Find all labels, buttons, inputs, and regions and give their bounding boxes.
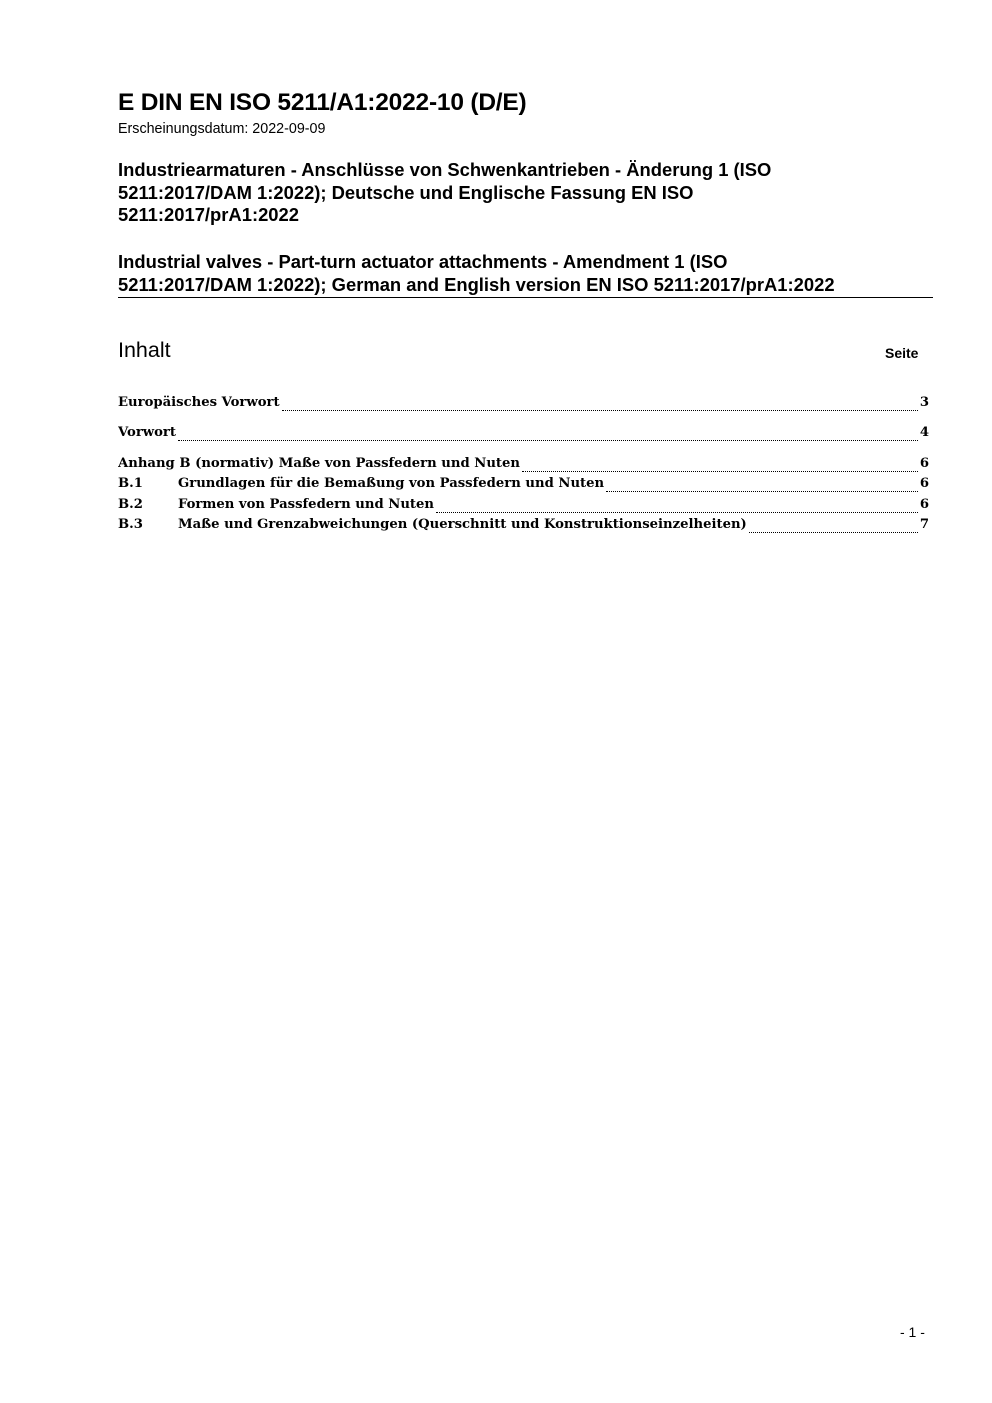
toc-entry[interactable] — [118, 395, 929, 414]
toc-page-label: Seite — [885, 345, 919, 361]
title-german-line: 5211:2017/prA1:2022 — [118, 204, 299, 225]
toc-entry-title: Europäisches Vorwort — [118, 395, 280, 410]
title-german — [118, 159, 918, 227]
title-english-line: 5211:2017/DAM 1:2022); German and English version EN ISO 5211:2017/prA1:2022 — [118, 274, 835, 295]
title-german-line: 5211:2017/DAM 1:2022); Deutsche und Englische Fassung EN ISO — [118, 181, 694, 203]
toc-entry-page: 4 — [919, 425, 929, 440]
toc-entry-page: 6 — [919, 456, 929, 471]
toc-entry-number: B.3 — [118, 517, 143, 532]
toc-entry-title: Anhang B (normativ) Maße von Passfedern und Nuten — [118, 456, 520, 471]
toc-entry-title: Formen von Passfedern und Nuten — [178, 497, 435, 512]
publication-date: Erscheinungsdatum: 2022-09-09 — [118, 121, 326, 137]
title-english-line: Industrial valves - Part-turn actuator attachments - Amendment 1 (ISO — [118, 251, 728, 272]
toc-entry-page: 7 — [919, 517, 929, 532]
title-german-line: Industriearmaturen - Anschlüsse von Schwenkantrieben - Änderung 1 (ISO — [118, 159, 772, 180]
toc-entry-title: Maße und Grenzabweichungen (Querschnitt und Konstruktionseinzelheiten) — [178, 517, 747, 532]
toc-leader-dots — [436, 512, 918, 513]
page-number: - 1 - — [900, 1324, 925, 1340]
toc-leader-dots — [749, 532, 918, 533]
toc-leader-dots — [606, 491, 918, 492]
toc-entry-number: B.1 — [118, 476, 143, 491]
toc-leader-dots — [522, 471, 918, 472]
toc-entry-page: 3 — [919, 395, 929, 410]
toc-entry[interactable] — [118, 476, 929, 495]
toc-entry-page: 6 — [919, 497, 929, 512]
toc-heading: Inhalt — [118, 338, 171, 362]
toc-entry-title: Grundlagen für die Bemaßung von Passfedern und Nuten — [178, 476, 605, 491]
title-english — [118, 250, 933, 296]
toc-entry-page: 6 — [919, 476, 929, 491]
document-id: E DIN EN ISO 5211/A1:2022-10 (D/E) — [118, 89, 527, 116]
title-divider — [118, 297, 933, 298]
toc-entry[interactable] — [118, 497, 929, 516]
toc-leader-dots — [282, 410, 918, 411]
toc-entry-number: B.2 — [118, 497, 143, 512]
toc-entry[interactable] — [118, 456, 929, 475]
toc-leader-dots — [178, 440, 918, 441]
toc-entry-title: Vorwort — [118, 425, 176, 440]
toc-entry[interactable] — [118, 517, 929, 536]
toc-entry[interactable] — [118, 425, 929, 444]
